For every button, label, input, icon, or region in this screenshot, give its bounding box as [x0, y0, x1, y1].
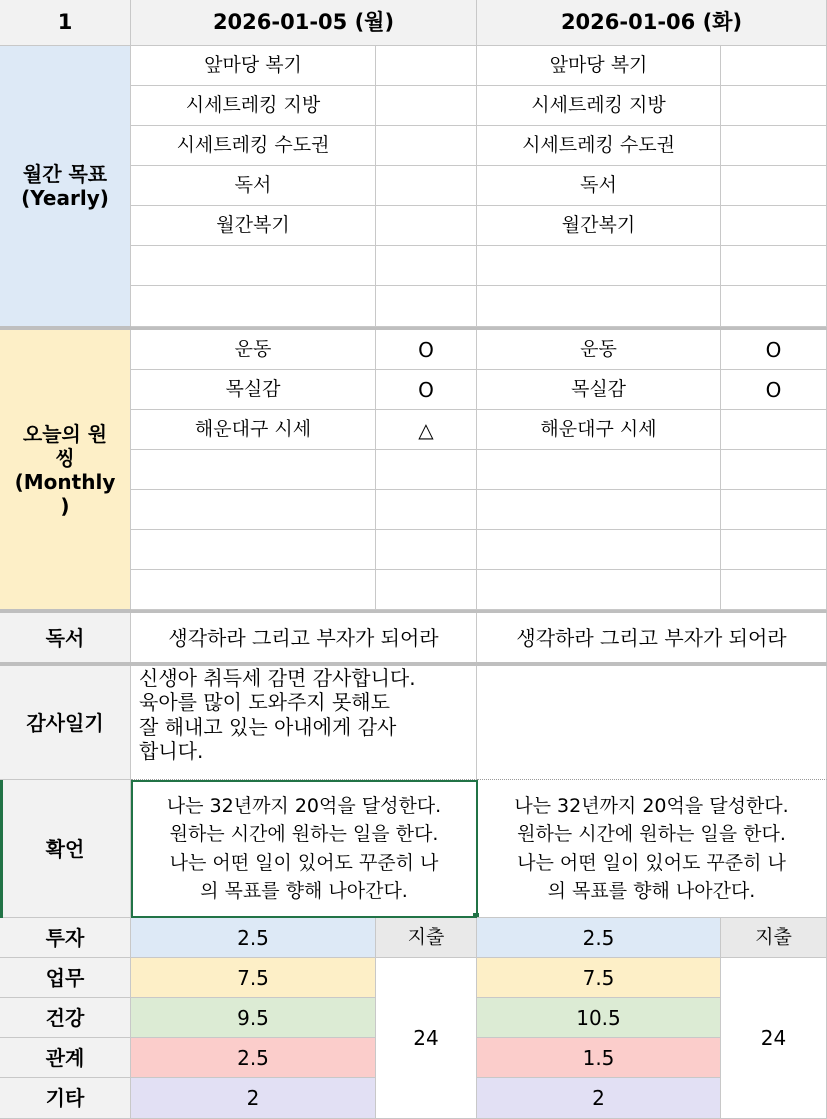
- yearly-label-line: 월간 목표: [22, 162, 108, 186]
- yearly-check-day2-cell[interactable]: [721, 206, 827, 246]
- gratitude-day2-cell[interactable]: [477, 666, 827, 780]
- gratitude-line: 육아를 많이 도와주지 못해도: [139, 690, 390, 715]
- monthly-check-day1-cell[interactable]: △: [376, 410, 477, 450]
- yearly-goal-day1-cell[interactable]: [131, 246, 376, 286]
- monthly-label-line: (Monthly: [14, 469, 116, 494]
- yearly-check-day1-cell[interactable]: [376, 206, 477, 246]
- monthly-wish-day1-cell[interactable]: 해운대구 시세: [131, 410, 376, 450]
- yearly-goal-day1-cell[interactable]: 독서: [131, 166, 376, 206]
- monthly-label-line: ): [60, 493, 70, 518]
- affirmation-line: 나는 어떤 일이 있어도 꾸준히 나: [169, 851, 439, 874]
- monthly-wish-day1-cell[interactable]: [131, 570, 376, 610]
- yearly-check-day2-cell[interactable]: [721, 86, 827, 126]
- monthly-check-day1-cell[interactable]: [376, 570, 477, 610]
- time-relation-day1[interactable]: 2.5: [131, 1038, 376, 1078]
- affirmation-day2-cell[interactable]: [477, 780, 827, 918]
- yearly-label-line: (Yearly): [21, 186, 109, 210]
- monthly-wish-day2-cell[interactable]: 해운대구 시세: [477, 410, 721, 450]
- yearly-check-day2-cell[interactable]: [721, 166, 827, 206]
- time-health-day1[interactable]: 9.5: [131, 998, 376, 1038]
- time-relation-day2[interactable]: 1.5: [477, 1038, 721, 1078]
- day2-date-header[interactable]: 2026-01-06 (화): [477, 0, 827, 46]
- gratitude-line: 잘 해내고 있는 아내에게 감사: [139, 714, 397, 739]
- monthly-check-day2-cell[interactable]: [721, 450, 827, 490]
- yearly-check-day2-cell[interactable]: [721, 46, 827, 86]
- yearly-check-day2-cell[interactable]: [721, 246, 827, 286]
- yearly-goal-day2-cell[interactable]: 독서: [477, 166, 721, 206]
- total-hours-day2[interactable]: 24: [721, 958, 827, 1119]
- time-work-day1[interactable]: 7.5: [131, 958, 376, 998]
- monthly-check-day2-cell[interactable]: O: [721, 330, 827, 370]
- time-work-day2[interactable]: 7.5: [477, 958, 721, 998]
- affirmation-day1-cell[interactable]: [131, 780, 478, 918]
- reading-day1-cell[interactable]: 생각하라 그리고 부자가 되어라: [131, 613, 477, 663]
- monthly-wish-day2-cell[interactable]: [477, 490, 721, 530]
- monthly-label-line: 씽: [55, 445, 75, 470]
- gratitude-label[interactable]: 감사일기: [0, 666, 131, 780]
- monthly-check-day1-cell[interactable]: O: [376, 370, 477, 410]
- time-label-relation[interactable]: 관계: [0, 1038, 131, 1078]
- yearly-check-day1-cell[interactable]: [376, 86, 477, 126]
- monthly-wish-day2-cell[interactable]: [477, 530, 721, 570]
- yearly-goal-label[interactable]: [0, 46, 131, 327]
- time-invest-day1[interactable]: 2.5: [131, 918, 376, 958]
- yearly-goal-day1-cell[interactable]: 앞마당 복기: [131, 46, 376, 86]
- time-label-health[interactable]: 건강: [0, 998, 131, 1038]
- monthly-wish-day1-cell[interactable]: [131, 450, 376, 490]
- affirmation-line: 나는 32년까지 20억을 달성한다.: [166, 794, 442, 817]
- yearly-goal-day1-cell[interactable]: [131, 286, 376, 327]
- yearly-check-day1-cell[interactable]: [376, 246, 477, 286]
- affirmation-line: 의 목표를 향해 나아간다.: [200, 880, 408, 902]
- affirmation-label[interactable]: 확언: [0, 780, 131, 918]
- monthly-label-line: 오늘의 원: [22, 421, 108, 446]
- yearly-check-day1-cell[interactable]: [376, 286, 477, 327]
- monthly-wish-day2-cell[interactable]: 운동: [477, 330, 721, 370]
- monthly-check-day1-cell[interactable]: [376, 450, 477, 490]
- monthly-check-day2-cell[interactable]: [721, 530, 827, 570]
- affirmation-line: 원하는 시간에 원하는 일을 한다.: [169, 823, 439, 845]
- yearly-check-day2-cell[interactable]: [721, 286, 827, 327]
- time-etc-day1[interactable]: 2: [131, 1078, 376, 1119]
- time-etc-day2[interactable]: 2: [477, 1078, 721, 1119]
- yearly-goal-day2-cell[interactable]: 월간복기: [477, 206, 721, 246]
- spend-label-day1[interactable]: 지출: [376, 918, 477, 958]
- time-invest-day2[interactable]: 2.5: [477, 918, 721, 958]
- affirmation-line: 나는 32년까지 20억을 달성한다.: [514, 794, 789, 817]
- monthly-wish-label[interactable]: [0, 330, 131, 610]
- yearly-goal-day2-cell[interactable]: [477, 286, 721, 327]
- reading-day2-cell[interactable]: 생각하라 그리고 부자가 되어라: [477, 613, 827, 663]
- monthly-check-day1-cell[interactable]: O: [376, 330, 477, 370]
- time-label-work[interactable]: 업무: [0, 958, 131, 998]
- yearly-check-day1-cell[interactable]: [376, 126, 477, 166]
- yearly-goal-day1-cell[interactable]: 월간복기: [131, 206, 376, 246]
- gratitude-line: 신생아 취득세 감면 감사합니다.: [139, 666, 416, 690]
- affirmation-line: 나는 어떤 일이 있어도 꾸준히 나: [517, 851, 786, 874]
- monthly-check-day2-cell[interactable]: [721, 410, 827, 450]
- monthly-wish-day1-cell[interactable]: [131, 530, 376, 570]
- monthly-wish-day1-cell[interactable]: [131, 490, 376, 530]
- reading-label[interactable]: 독서: [0, 613, 131, 663]
- time-health-day2[interactable]: 10.5: [477, 998, 721, 1038]
- monthly-check-day2-cell[interactable]: O: [721, 370, 827, 410]
- monthly-wish-day1-cell[interactable]: 목실감: [131, 370, 376, 410]
- yearly-check-day2-cell[interactable]: [721, 126, 827, 166]
- total-hours-day1[interactable]: 24: [376, 958, 477, 1119]
- monthly-wish-day1-cell[interactable]: 운동: [131, 330, 376, 370]
- monthly-wish-day2-cell[interactable]: [477, 570, 721, 610]
- affirmation-line: 원하는 시간에 원하는 일을 한다.: [517, 823, 786, 845]
- monthly-check-day2-cell[interactable]: [721, 490, 827, 530]
- time-label-etc[interactable]: 기타: [0, 1078, 131, 1119]
- yearly-goal-day2-cell[interactable]: 시세트레킹 수도권: [477, 126, 721, 166]
- yearly-goal-day2-cell[interactable]: 앞마당 복기: [477, 46, 721, 86]
- selected-row-indicator: [0, 780, 3, 918]
- yearly-goal-day1-cell[interactable]: 시세트레킹 수도권: [131, 126, 376, 166]
- yearly-check-day1-cell[interactable]: [376, 46, 477, 86]
- monthly-check-day1-cell[interactable]: [376, 490, 477, 530]
- gratitude-line: 합니다.: [139, 739, 204, 764]
- yearly-goal-day1-cell[interactable]: 시세트레킹 지방: [131, 86, 376, 126]
- monthly-check-day2-cell[interactable]: [721, 570, 827, 610]
- monthly-check-day1-cell[interactable]: [376, 530, 477, 570]
- time-label-invest[interactable]: 투자: [0, 918, 131, 958]
- row-number-cell[interactable]: 1: [0, 0, 131, 46]
- yearly-check-day1-cell[interactable]: [376, 166, 477, 206]
- gratitude-day1-cell[interactable]: [131, 666, 477, 780]
- day1-date-header[interactable]: 2026-01-05 (월): [131, 0, 477, 46]
- spend-label-day2[interactable]: 지출: [721, 918, 827, 958]
- yearly-goal-day2-cell[interactable]: [477, 246, 721, 286]
- affirmation-line: 의 목표를 향해 나아간다.: [547, 880, 756, 902]
- yearly-goal-day2-cell[interactable]: 시세트레킹 지방: [477, 86, 721, 126]
- monthly-wish-day2-cell[interactable]: 목실감: [477, 370, 721, 410]
- monthly-wish-day2-cell[interactable]: [477, 450, 721, 490]
